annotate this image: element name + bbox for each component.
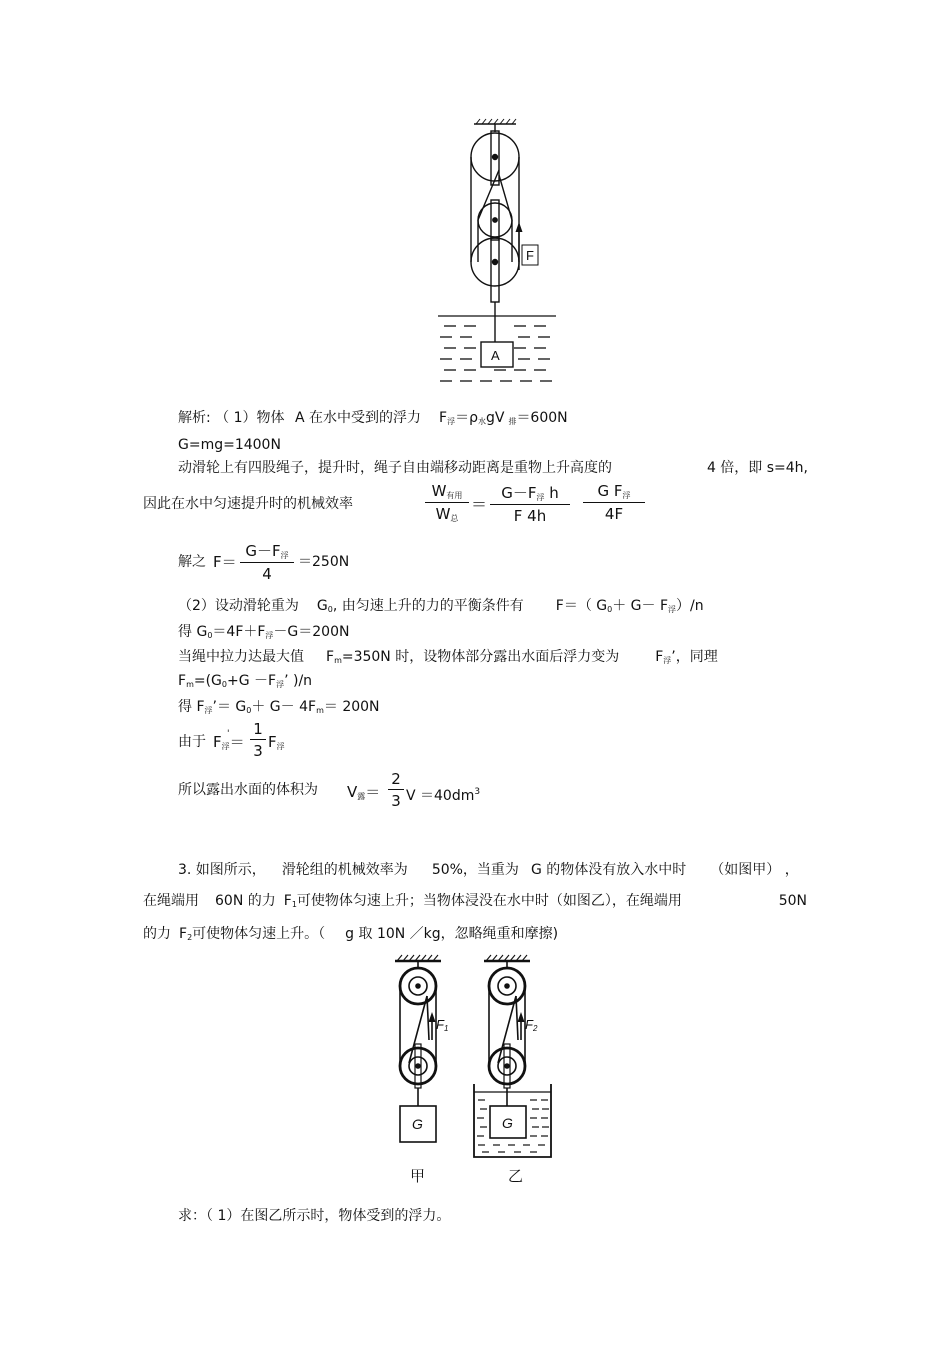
subscript: 0 — [327, 605, 333, 614]
text: 得 F — [178, 699, 205, 715]
text: G — [316, 598, 328, 614]
text: 4F — [604, 505, 624, 523]
text: （如图甲） ， — [710, 862, 799, 878]
text: ＝4F＋F — [212, 624, 266, 640]
text: ’＝ G — [212, 699, 247, 715]
text: ＝ — [229, 733, 245, 751]
text: ＝ 200N — [323, 699, 380, 715]
text: =(G — [193, 673, 222, 689]
text: +G －F — [227, 673, 277, 689]
text: ＋ G－ F — [612, 598, 669, 614]
text: V — [347, 783, 358, 801]
subscript: m — [316, 706, 324, 715]
text: 2 — [388, 770, 404, 790]
text: 3. 如图所示， — [178, 862, 266, 878]
text: F 4h — [513, 507, 547, 525]
solution-line-5-f: F＝ — [213, 553, 237, 571]
subscript: 浮 — [276, 680, 285, 689]
force-label-f: F — [526, 248, 534, 263]
text: F — [213, 733, 222, 751]
text: 当绳中拉力达最大值 — [178, 649, 304, 665]
text: ＝ — [365, 783, 381, 801]
text: G F — [597, 482, 623, 500]
text: ’ )/n — [284, 673, 313, 689]
text: 动滑轮上有四股绳子，提升时，绳子自由端移动距离是重物上升高度的 — [178, 460, 612, 476]
subscript: 总 — [450, 514, 459, 523]
text: 1 — [250, 720, 266, 740]
subscript: 水 — [477, 417, 486, 426]
text: ’，同理 — [671, 649, 718, 665]
text: gV — [485, 410, 505, 426]
text: 3 — [391, 792, 401, 810]
subscript: 浮 — [280, 551, 289, 560]
solution-line-5-label: 解之 — [178, 554, 206, 570]
text: G 的物体没有放入水中时 — [530, 862, 687, 878]
caption-jia: 甲 — [410, 1168, 426, 1185]
text: F — [178, 673, 187, 689]
solution-line-5-result: ＝250N — [298, 554, 350, 570]
text: ＋ G－ 4F — [251, 699, 317, 715]
solution-line-12-label: 所以露出水面的体积为 — [178, 782, 318, 798]
text: F — [439, 410, 448, 426]
text: 60N 的力 — [215, 893, 276, 909]
text: W — [431, 482, 447, 500]
q3-ask: 求：（ 1）在图乙所示时，物体受到的浮力。 — [178, 1208, 451, 1224]
subscript: 2 — [187, 933, 193, 942]
text: 4 倍，即 s=4h, — [706, 460, 808, 476]
text: V ＝40dm — [406, 788, 475, 804]
weight-label-g-1: G — [412, 1116, 423, 1132]
force-label-f2: F2 — [525, 1017, 538, 1033]
force-label-f1: F1 — [436, 1017, 449, 1033]
text: , 由匀速上升的力的平衡条件有 — [332, 598, 524, 614]
text: －G＝200N — [273, 624, 350, 640]
text: G－F — [245, 542, 281, 560]
text: （2）设动滑轮重为 — [178, 598, 299, 614]
text: 50N — [778, 893, 807, 909]
superscript: 3 — [474, 787, 481, 797]
text: 滑轮组的机械效率为 — [281, 862, 408, 878]
subscript: 浮 — [668, 605, 677, 614]
text: W — [435, 505, 451, 523]
subscript: 0 — [246, 706, 252, 715]
solution-line-2: G=mg=1400N — [178, 437, 281, 453]
text: 解析: （ 1）物体 — [178, 410, 289, 426]
text: F — [283, 893, 292, 909]
text: F — [268, 733, 277, 751]
text: F — [655, 649, 664, 665]
text: 可使物体匀速上升。（ — [192, 926, 326, 942]
text: 可使物体匀速上升；当物体浸没在水中时（如图乙），在绳端用 — [296, 893, 682, 909]
text: ＝ρ — [455, 410, 478, 426]
subscript: 0 — [221, 680, 227, 689]
solution-line-4: 因此在水中匀速提升时的机械效率 — [143, 496, 353, 512]
prime-mark: ' — [227, 729, 230, 739]
text: F＝（ G — [555, 598, 608, 614]
subscript: 浮 — [265, 631, 274, 640]
subscript: 浮 — [204, 706, 213, 715]
subscript: 排 — [508, 417, 517, 426]
subscript: 浮 — [663, 656, 672, 665]
subscript: 0 — [207, 631, 213, 640]
text: 的力 — [143, 926, 171, 942]
solution-line-11-label: 由于 — [178, 734, 206, 750]
subscript: m — [334, 656, 342, 665]
text: A 在水中受到的浮力 — [294, 410, 422, 426]
subscript: 浮 — [276, 742, 285, 751]
text: 得 G — [178, 624, 208, 640]
text: 在绳端用 — [143, 893, 199, 909]
text: g 取 10N ／kg，忽略绳重和摩擦) — [345, 926, 559, 942]
subscript: 浮 — [221, 742, 230, 751]
equals-sign: ＝ — [471, 495, 488, 514]
subscript: 0 — [607, 605, 613, 614]
subscript: 浮 — [622, 491, 631, 500]
text: ＝600N — [516, 410, 568, 426]
subscript: 露 — [357, 792, 366, 801]
subscript: 浮 — [447, 417, 456, 426]
subscript: 浮 — [536, 493, 545, 502]
subscript: m — [186, 680, 194, 689]
text: =350N 时，设物体部分露出水面后浮力变为 — [341, 649, 620, 665]
text: 50%，当重为 — [431, 862, 519, 878]
text: F — [179, 926, 188, 942]
text: h — [544, 484, 559, 502]
text: F — [326, 649, 335, 665]
subscript: 有用 — [446, 491, 463, 500]
weight-label-g-2: G — [502, 1115, 513, 1131]
text: G－F — [501, 484, 537, 502]
block-label-a: A — [491, 348, 500, 363]
subscript: 1 — [291, 900, 297, 909]
text: 3 — [253, 742, 263, 760]
text: ）/n — [676, 598, 704, 614]
text: 4 — [262, 565, 272, 583]
caption-yi: 乙 — [508, 1168, 524, 1185]
